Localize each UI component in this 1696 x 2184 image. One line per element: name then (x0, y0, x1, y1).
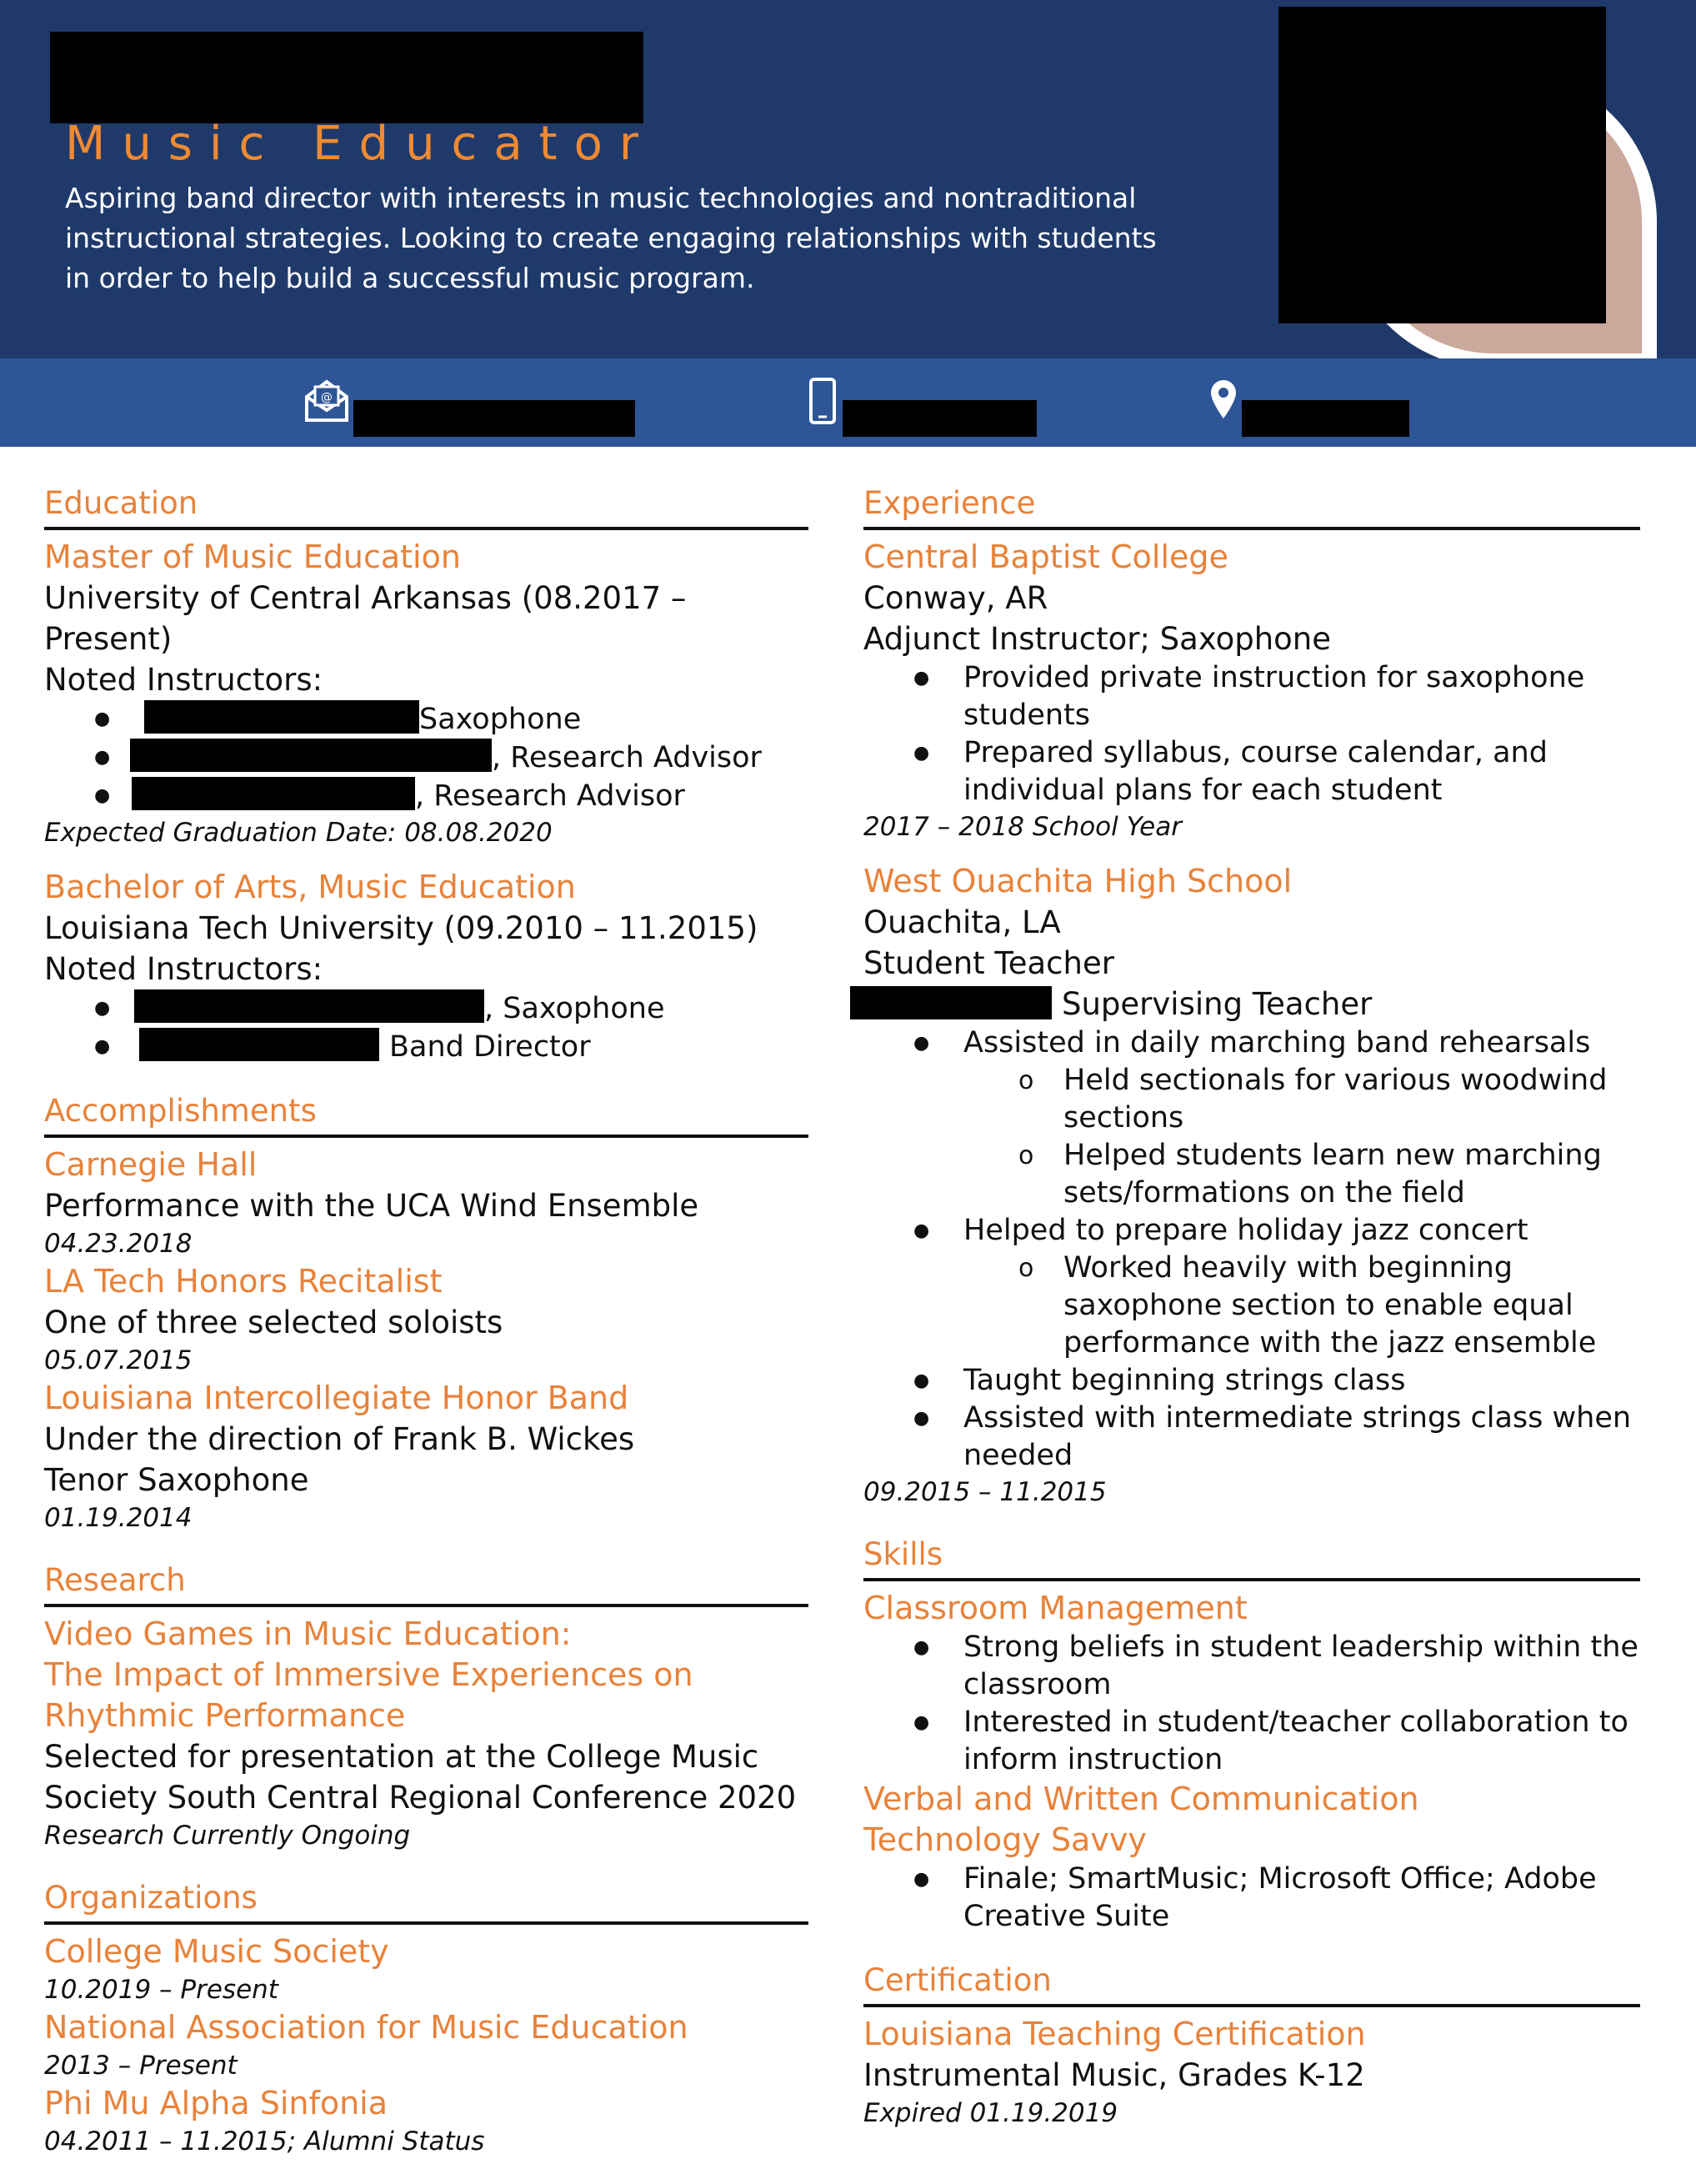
instructor-list (44, 700, 808, 815)
research-description: Selected for presentation at the College Music Society South Central Regional Conference 2020 (44, 1739, 797, 1816)
supervisor-line: Supervising Teacher (850, 984, 1640, 1024)
certification-name: Louisiana Teaching Certification (863, 2016, 1366, 2052)
accomplishment-detail: One of three selected soloists (44, 1305, 503, 1340)
job-title: Music Educator (65, 117, 655, 171)
accomplishment-item (44, 1378, 808, 1535)
education-section (44, 483, 808, 1066)
redacted-email (353, 400, 635, 437)
instructors-label: Noted Instructors: (44, 662, 323, 698)
list-item: ● Strong beliefs in student leadership within the classroom (863, 1629, 1640, 1704)
organization-name: National Association for Music Education (44, 2009, 688, 2046)
certification-section (863, 1961, 1640, 2131)
sub-list (963, 1250, 1640, 1362)
section-heading: Experience (863, 483, 1640, 530)
section-heading: Certification (863, 1961, 1640, 2007)
redacted-text (144, 700, 419, 734)
job-role: Adjunct Instructor; Saxophone (863, 621, 1332, 657)
organization-date: 2013 – Present (44, 2051, 238, 2081)
research-section (44, 1560, 808, 1853)
school-line: University of Central Arkansas (08.2017 – Present) (44, 580, 687, 657)
redacted-text (850, 986, 1052, 1019)
job-entry (863, 861, 1640, 1510)
accomplishment-detail: Performance with the UCA Wind Ensemble (44, 1188, 699, 1224)
list-item: ● Prepared syllabus, course calendar, and individual plans for each student (863, 734, 1640, 809)
list-item: ● Assisted with intermediate strings class when needed (863, 1400, 1640, 1475)
accomplishment-detail: Tenor Saxophone (44, 1462, 309, 1498)
list-item: ● Provided private instruction for saxophone students (863, 659, 1640, 734)
accomplishment-detail: Under the direction of Frank B. Wickes (44, 1421, 635, 1457)
sub-list-item: o Helped students learn new marching sets/formations on the field (963, 1137, 1640, 1212)
redacted-phone (843, 400, 1037, 437)
job-entry (863, 537, 1640, 844)
section-heading: Research (44, 1560, 808, 1607)
list-item: ● Saxophone (44, 700, 808, 739)
accomplishments-section (44, 1091, 808, 1535)
redacted-text (139, 1028, 379, 1061)
job-duties (863, 1024, 1640, 1475)
certification-status: Expired 01.19.2019 (863, 2098, 1118, 2128)
instructor-list (44, 989, 808, 1066)
job-date: 2017 – 2018 School Year (863, 812, 1182, 842)
organization-name: Phi Mu Alpha Sinfonia (44, 2085, 388, 2121)
skill-group-title: Technology Savvy (863, 1821, 1147, 1858)
list-item: ● Assisted in daily marching band rehearsals o Held sectionals for various woodwind sections o Helped students learn new marching sets/formations on the field (863, 1024, 1640, 1212)
experience-section (863, 483, 1640, 1510)
skill-list (863, 1629, 1640, 1779)
accomplishment-title: Carnegie Hall (44, 1146, 258, 1183)
section-heading: Education (44, 483, 808, 530)
list-item: ● , Research Advisor (44, 777, 808, 815)
accomplishment-title: Louisiana Intercollegiate Honor Band (44, 1380, 629, 1416)
job-location: Ouachita, LA (863, 904, 1061, 940)
degree-title: Master of Music Education (44, 538, 461, 575)
redacted-text (132, 777, 415, 810)
school-line: Louisiana Tech University (09.2010 – 11.2015) (44, 910, 758, 946)
skill-list (863, 1861, 1640, 1936)
accomplishment-item (44, 1145, 808, 1261)
accomplishment-date: 04.23.2018 (44, 1229, 193, 1259)
phone-icon (808, 377, 837, 428)
list-item: ● , Research Advisor (44, 739, 808, 777)
profile-summary: Aspiring band director with interests in music technologies and nontraditional instructional strategies. Looking to create engaging relationships with students in order to help build a successful music program. (65, 182, 1157, 294)
organizations-section (44, 1878, 808, 2159)
job-date: 09.2015 – 11.2015 (863, 1477, 1107, 1507)
research-status: Research Currently Ongoing (44, 1821, 411, 1851)
organization-item (44, 2083, 808, 2159)
graduation-date: Expected Graduation Date: 08.08.2020 (44, 818, 553, 848)
sub-list-item: o Worked heavily with beginning saxophone section to enable equal performance with the jazz ensemble (963, 1250, 1640, 1362)
research-title: Video Games in Music Education: (44, 1615, 572, 1652)
certification-detail: Instrumental Music, Grades K-12 (863, 2057, 1365, 2093)
skills-section (863, 1535, 1640, 1936)
employer-name: Central Baptist College (863, 538, 1228, 575)
employer-name: West Ouachita High School (863, 863, 1293, 899)
section-heading: Accomplishments (44, 1091, 808, 1138)
list-item: ● Band Director (44, 1028, 808, 1066)
list-item: ● Interested in student/teacher collaboration to inform instruction (863, 1704, 1640, 1779)
section-heading: Organizations (44, 1878, 808, 1925)
sub-list-item: o Held sectionals for various woodwind sections (963, 1062, 1640, 1137)
organization-date: 10.2019 – Present (44, 1975, 278, 2005)
right-column (863, 483, 1640, 2156)
education-entry (44, 867, 808, 1066)
redacted-name (50, 32, 643, 123)
job-role: Student Teacher (863, 945, 1114, 981)
list-item: ● Taught beginning strings class (863, 1362, 1640, 1400)
organization-name: College Music Society (44, 1933, 389, 1970)
job-location: Conway, AR (863, 580, 1048, 616)
accomplishment-title: LA Tech Honors Recitalist (44, 1263, 443, 1300)
left-column (44, 483, 808, 2184)
organization-item (44, 2007, 808, 2083)
redacted-text (134, 989, 484, 1023)
degree-title: Bachelor of Arts, Music Education (44, 869, 576, 905)
sub-list (963, 1062, 1640, 1212)
section-heading: Skills (863, 1535, 1640, 1581)
organization-date: 04.2011 – 11.2015; Alumni Status (44, 2126, 485, 2156)
svg-text:@: @ (321, 391, 333, 404)
accomplishment-date: 05.07.2015 (44, 1345, 193, 1375)
location-pin-icon (1208, 378, 1238, 423)
redacted-photo (1278, 7, 1606, 323)
skill-group-title: Classroom Management (863, 1590, 1248, 1626)
redacted-location (1242, 400, 1409, 437)
header-banner (0, 0, 1696, 358)
list-item: ● Helped to prepare holiday jazz concert o Worked heavily with beginning saxophone section to enable equal performance with the jazz ensemble (863, 1212, 1640, 1362)
accomplishment-date: 01.19.2014 (44, 1503, 193, 1533)
job-duties (863, 659, 1640, 809)
skill-group-title: Verbal and Written Communication (863, 1781, 1419, 1817)
research-subtitle: The Impact of Immersive Experiences on Rhythmic Performance (44, 1656, 693, 1734)
list-item: ● , Saxophone (44, 989, 808, 1028)
contact-bar (0, 358, 1696, 447)
organization-item (44, 1931, 808, 2007)
education-entry (44, 537, 808, 850)
list-item: ● Finale; SmartMusic; Microsoft Office; Adobe Creative Suite (863, 1861, 1640, 1936)
instructors-label: Noted Instructors: (44, 951, 323, 987)
email-icon (302, 375, 352, 428)
redacted-text (130, 739, 492, 772)
accomplishment-item (44, 1261, 808, 1378)
